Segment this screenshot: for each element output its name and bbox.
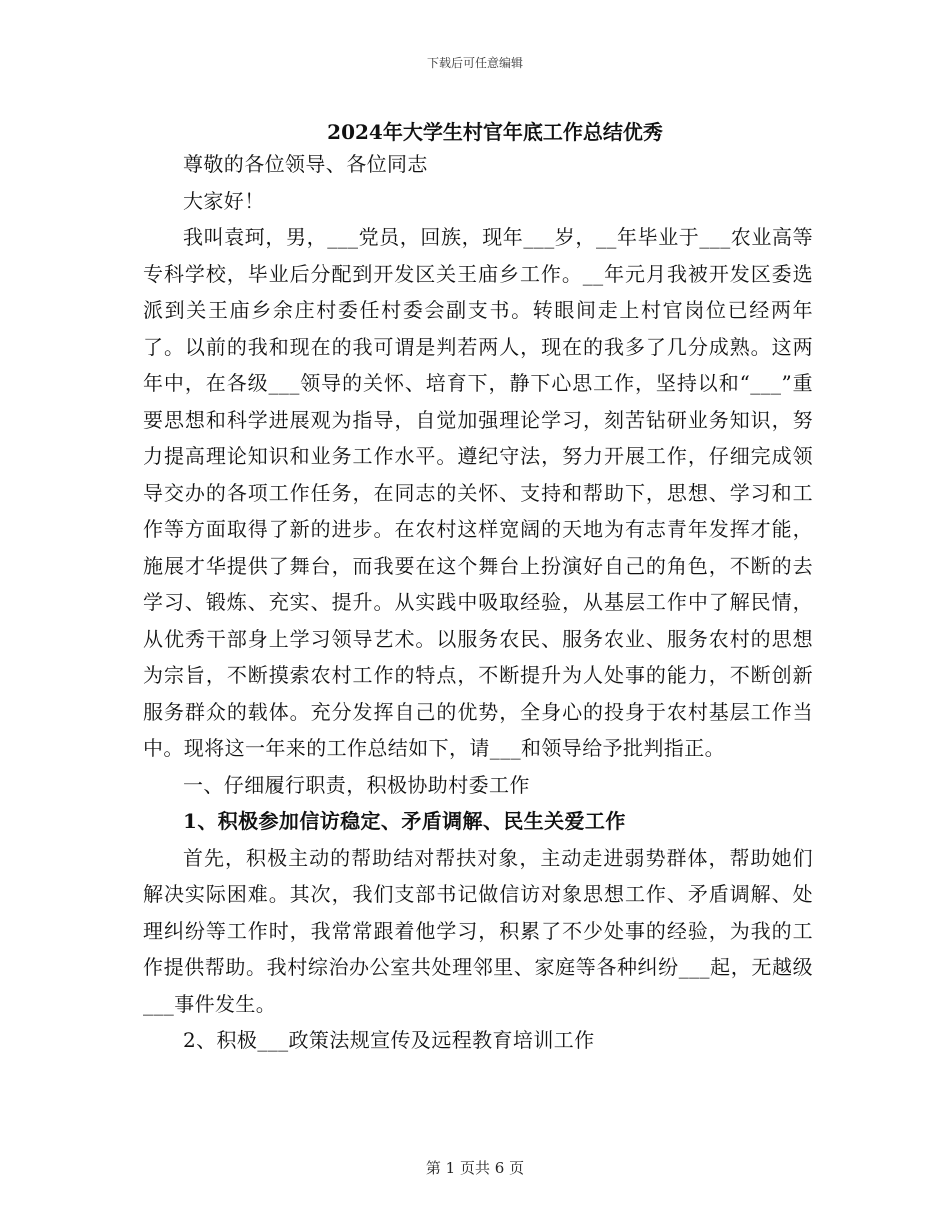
subsection-heading-1: 1、积极参加信访稳定、矛盾调解、民生关爱工作 [183,809,626,833]
document-body [143,146,813,1059]
body-paragraph: 首先，积极主动的帮助结对帮扶对象，主动走进弱势群体，帮助她们解决实际困难。其次，我们支部书记做信访对象思想工作、矛盾调解、处理纠纷等工作时，我常常跟着他学习，积累了不少处事的经验，为我的工作提供帮助。我村综治办公室共处理邻里、家庭等各种纠纷___起，无越级___事件发生。 [143,845,813,1016]
salutation-paragraph: 尊敬的各位领导、各位同志 [183,152,428,176]
page-number: 第 1 页共 6 页 [425,1159,525,1177]
page-header-note: 下载后可任意编辑 [426,56,523,70]
greeting-paragraph: 大家好！ [183,188,265,213]
section-heading-1: 一、仔细履行职责，积极协助村委工作 [183,772,530,797]
intro-paragraph: 我叫袁珂，男，___党员，回族，现年___岁，__年毕业于___农业高等专科学校，毕业后分配到开发区关王庙乡工作。__年元月我被开发区委选派到关王庙乡余庄村委任村委会副支书。转眼间走上村官岗位已经两年了。以前的我和现在的我可谓是判若两人，现在的我多了几分成熟。这两年中，在各级___领导的关怀、培育下，静下心思工作，坚持以和“___”重要思想和科学进展观为指导，自觉加强理论学习，刻苦钻研业务知识，努力提高理论知识和业务工作水平。遵纪守法，努力开展工作，仔细完成领导交办的各项工作任务，在同志的关怀、支持和帮助下，思想、学习和工作等方面取得了新的进步。在农村这样宽阔的天地为有志青年发挥才能，施展才华提供了舞台，而我要在这个舞台上扮演好自己的角色，不断的去学习、锻炼、充实、提升。从实践中吸取经验，从基层工作中了解民情，从优秀干部身上学习领导艺术。以服务农民、服务农业、服务农村的思想为宗旨，不断摸索农村工作的特点，不断提升为人处事的能力，不断创新服务群众的载体。充分发挥自己的优势，全身心的投身于农村基层工作当中。现将这一年来的工作总结如下，请___和领导给予批判指正。 [143,225,813,760]
document-title: 2024年大学生村官年底工作总结优秀 [327,120,663,144]
subsection-heading-2: 2、积极___政策法规宣传及远程教育培训工作 [183,1028,595,1052]
